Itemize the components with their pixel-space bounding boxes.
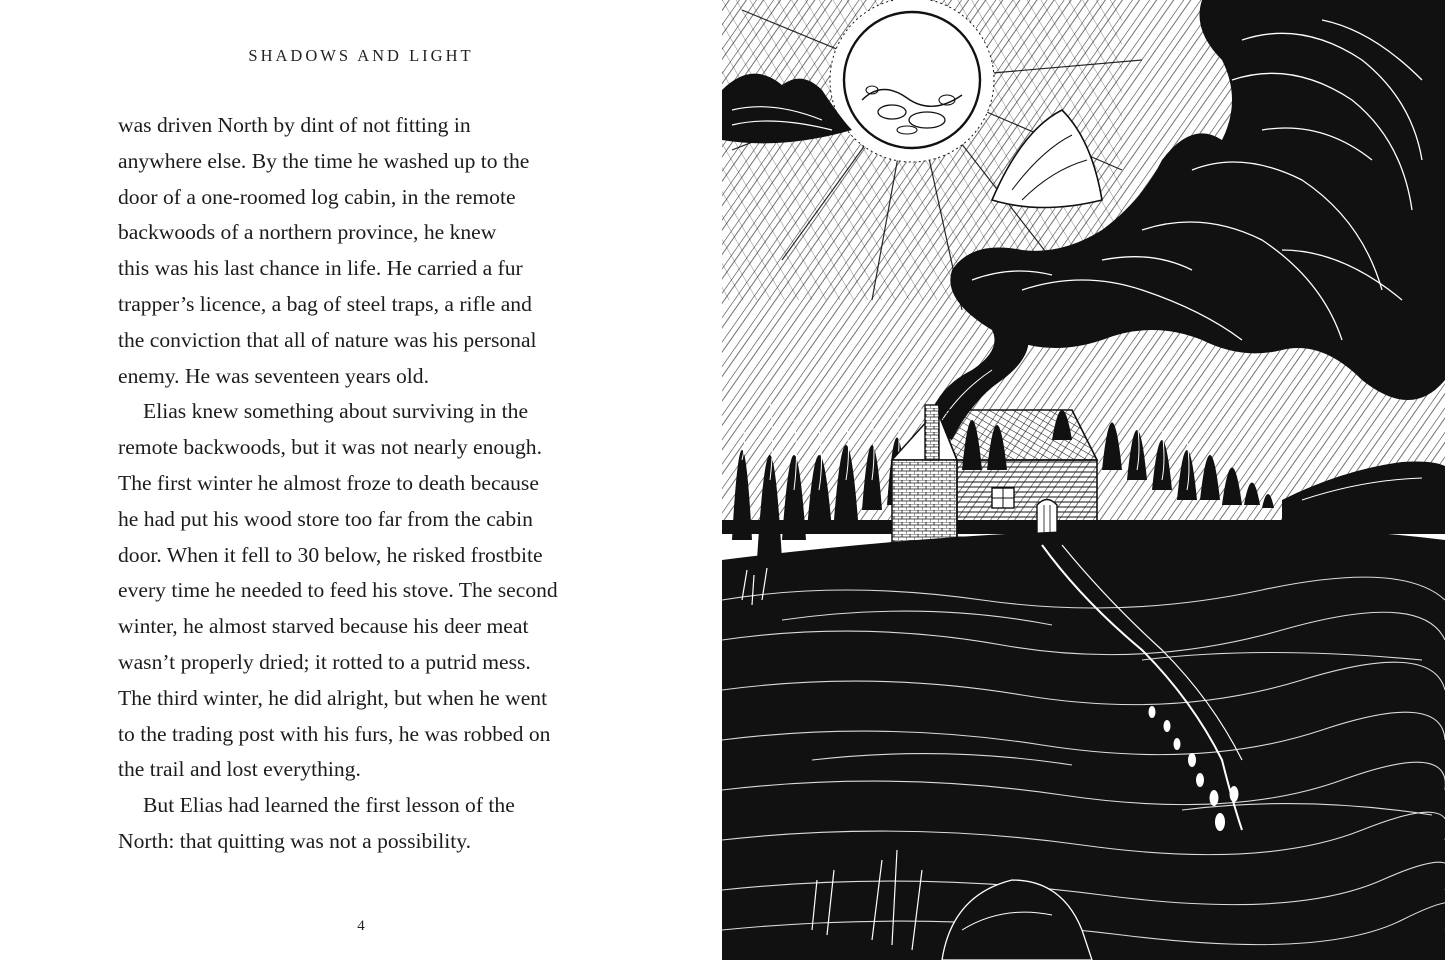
paragraph-start-line: But Elias had learned the first lesson of the xyxy=(143,793,515,818)
illustration-page xyxy=(722,0,1445,960)
text-line: this was his last chance in life. He carried a fur xyxy=(118,256,523,281)
text-line: he had put his wood store too far from the cabin xyxy=(118,506,533,531)
text-line: the conviction that all of nature was his personal xyxy=(118,327,537,352)
text-line: to the trading post with his furs, he was robbed on xyxy=(118,721,551,746)
text-page xyxy=(0,0,722,960)
text-line: backwoods of a northern province, he knew xyxy=(118,220,497,245)
text-line: wasn’t properly dried; it rotted to a putrid mess. xyxy=(118,649,531,674)
text-line: door of a one-roomed log cabin, in the remote xyxy=(118,184,516,209)
dark-field xyxy=(722,527,1445,960)
text-line: anywhere else. By the time he washed up to the xyxy=(118,148,530,173)
body-text xyxy=(118,108,618,860)
text-line: remote backwoods, but it was not nearly enough. xyxy=(118,435,542,460)
scratchboard-illustration xyxy=(722,0,1445,960)
paragraph-start-line: Elias knew something about surviving in the xyxy=(143,399,529,424)
text-line: every time he needed to feed his stove. The second xyxy=(118,578,558,603)
text-line: North: that quitting was not a possibility. xyxy=(118,828,472,853)
text-line: enemy. He was seventeen years old. xyxy=(118,363,429,388)
text-line: the trail and lost everything. xyxy=(118,757,361,782)
running-head: SHADOWS AND LIGHT xyxy=(248,46,474,65)
text-line: was driven North by dint of not fitting in xyxy=(118,113,471,137)
moon xyxy=(830,0,994,162)
text-line: door. When it fell to 30 below, he risked frostbite xyxy=(118,542,543,567)
text-line: The first winter he almost froze to death because xyxy=(118,470,539,495)
text-line: The third winter, he did alright, but when he went xyxy=(118,685,548,710)
text-line: trapper’s licence, a bag of steel traps, a rifle and xyxy=(118,291,532,316)
text-line: winter, he almost starved because his deer meat xyxy=(118,614,529,639)
log-cabin xyxy=(892,405,1097,542)
page-number: 4 xyxy=(357,918,365,934)
